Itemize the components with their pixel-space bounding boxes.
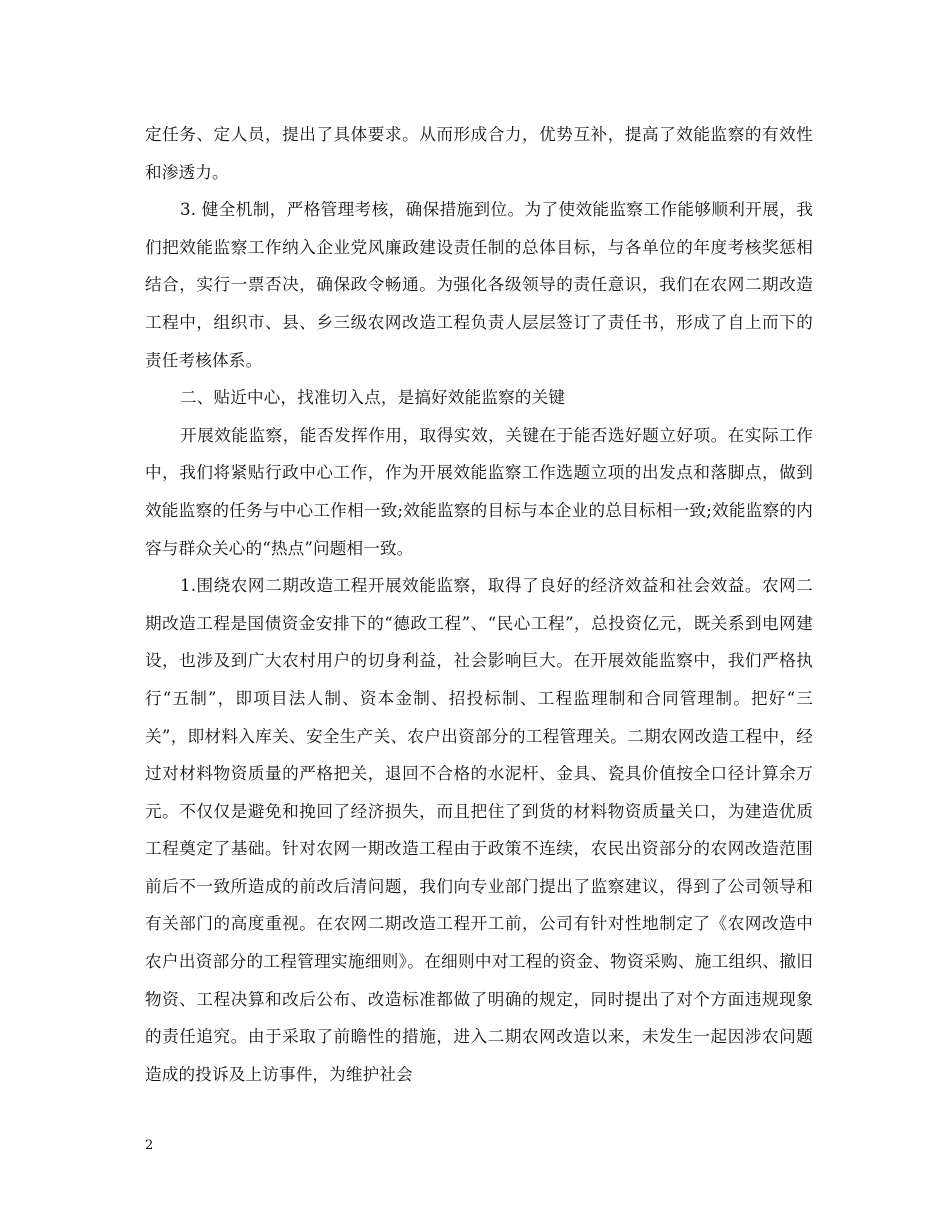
page-number: 2 (145, 1138, 154, 1153)
paragraph-section-2-intro: 开展效能监察，能否发挥作用，取得实效，关键在于能否选好题立好项。在实际工作中，我们将紧贴行政中心工作，作为开展效能监察工作选题立项的出发点和落脚点，做到效能监察的任务与中心工作相一致;效能监察的目标与本企业的总目标相一致;效能监察的内容与群众关心的“热点”问题相一致。 (145, 425, 813, 558)
paragraph-item-1: 1.围绕农网二期改造工程开展效能监察，取得了良好的经济效益和社会效益。农网二期改造工程是国债资金安排下的“德政工程”、“民心工程”，总投资亿元，既关系到电网建设，也涉及到广大农村用户的切身利益，社会影响巨大。在开展效能监察中，我们严格执行“五制”，即项目法人制、资本金制、招投标制、工程监理制和合同管理制。把好“三关”，即材料入库关、安全生产关、农户出资部分的工程管理关。二期农网改造工程中，经过对材料物资质量的严格把关，退回不合格的水泥杆、金具、瓷具价值按全口径计算余万元。不仅仅是避免和挽回了经济损失，而且把住了到货的材料物资质量关口，为建造优质工程奠定了基础。针对农网一期改造工程由于政策不连续，农民出资部分的农网改造范围前后不一致所造成的前改后清问题，我们向专业部门提出了监察建议，得到了公司领导和有关部门的高度重视。在农网二期改造工程开工前，公司有针对性地制定了《农网改造中农户出资部分的工程管理实施细则》。在细则中对工程的资金、物资采购、施工组织、撤旧物资、工程决算和改后公布、改造标准都做了明确的规定，同时提出了对个方面违规现象的责任追究。由于采取了前瞻性的措施，进入二期农网改造以来，未发生一起因涉农问题造成的投诉及上访事件，为维护社会 (145, 576, 813, 1084)
paragraph-continued: 定任务、定人员，提出了具体要求。从而形成合力，优势互补，提高了效能监察的有效性和渗透力。 (145, 125, 813, 182)
section-heading-2: 二、贴近中心，找准切入点，是搞好效能监察的关键 (180, 388, 566, 408)
body-text (145, 116, 813, 1093)
paragraph-item-3: 3. 健全机制，严格管理考核，确保措施到位。为了使效能监察工作能够顺利开展，我们把效能监察工作纳入企业党风廉政建设责任制的总体目标，与各单位的年度考核奖惩相结合，实行一票否决，确保政令畅通。为强化各级领导的责任意识，我们在农网二期改造工程中，组织市、县、乡三级农网改造工程负责人层层签订了责任书，形成了自上而下的责任考核体系。 (145, 200, 813, 370)
